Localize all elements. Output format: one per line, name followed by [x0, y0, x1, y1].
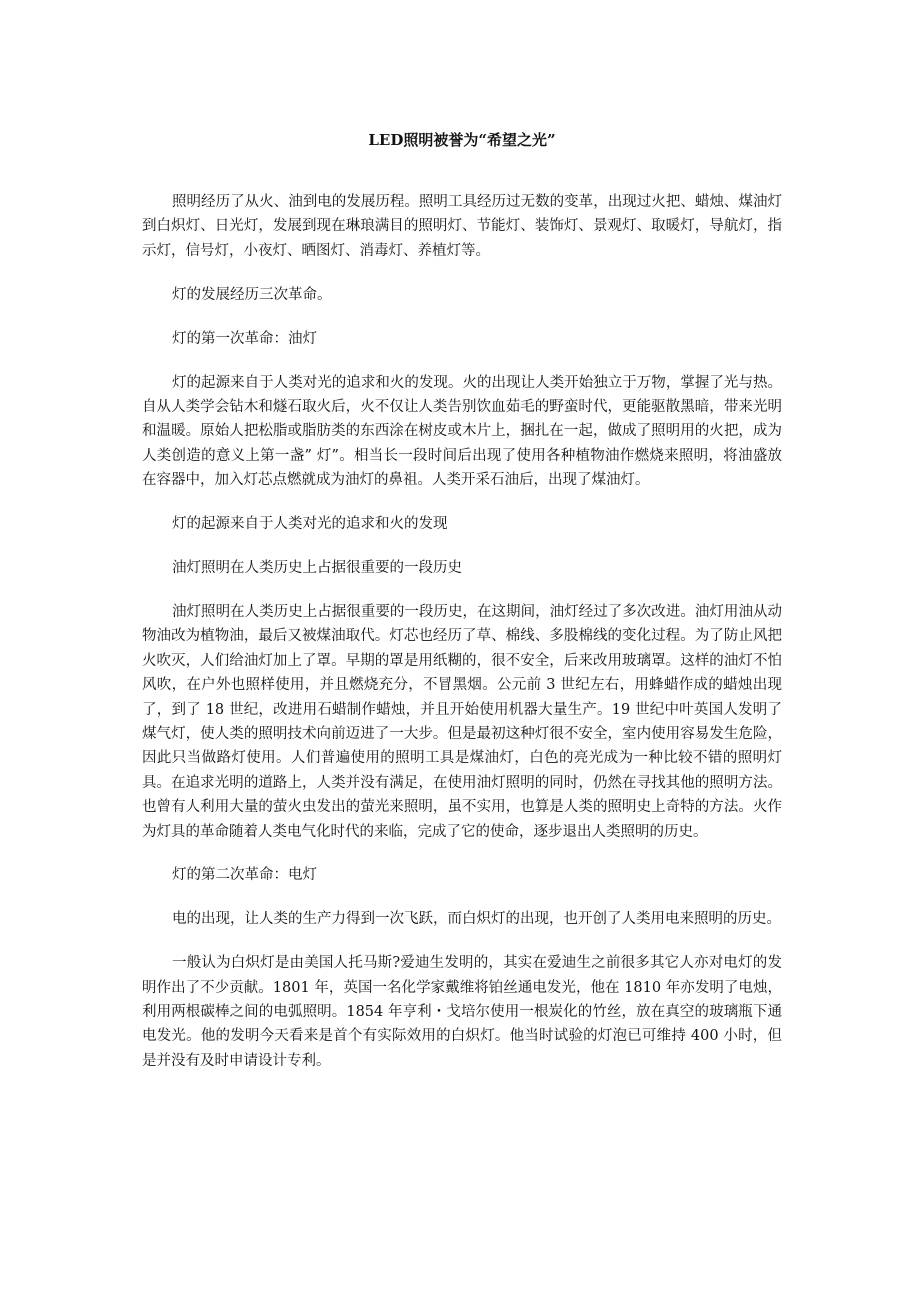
paragraph-electricity: 电的出现，让人类的生产力得到一次飞跃，而白炽灯的出现，也开创了人类用电来照明的历史。 [172, 911, 781, 928]
paragraph-oil-lamp-history: 油灯照明在人类历史上占据很重要的一段历史，在这期间，油灯经过了多次改进。油灯用油从动物油改为植物油，最后又被煤油取代。灯芯也经历了草、棉线、多股棉线的变化过程。为了防止风把火吹灭，人们给油灯加上了罩。早期的罩是用纸糊的，很不安全，后来改用玻璃罩。这样的油灯不怕风吹，在户外也照样使用，并且燃烧充分，不冒黑烟。公元前 3 世纪左右，用蜂蜡作成的蜡烛出现了，到了 18 世纪，改进用石蜡制作蜡烛，并且开始使用机器大量生产。19 世纪中叶英国人发明了煤气灯，使人类的照明技术向前迈进了一大步。但是最初这种灯很不安全，室内使用容易发生危险，因此只当做路灯使用。人们普遍使用的照明工具是煤油灯，白色的亮光成为一种比较不错的照明灯具。在追求光明的道路上，人类并没有满足，在使用油灯照明的同时，仍然在寻找其他的照明方法。也曾有人利用大量的萤火虫发出的萤光来照明，虽不实用，也算是人类的照明史上奇特的方法。火作为灯具的革命随着人类电气化时代的来临，完成了它的使命，逐步退出人类照明的历史。 [142, 603, 782, 840]
subheading-origin: 灯的起源来自于人类对光的追求和火的发现 [172, 516, 448, 533]
subheading-oil-lamp-history: 油灯照明在人类历史上占据很重要的一段历史 [172, 559, 462, 576]
document-page [142, 128, 782, 1093]
paragraph-intro: 照明经历了从火、油到电的发展历程。照明工具经历过无数的变革，出现过火把、蜡烛、煤油灯到白炽灯、日光灯，发展到现在琳琅满目的照明灯、节能灯、装饰灯、景观灯、取暖灯，导航灯，指示灯，信号灯，小夜灯、晒图灯、消毒灯、养植灯等。 [142, 194, 782, 259]
paragraph-three-revolutions: 灯的发展经历三次革命。 [172, 286, 332, 303]
heading-second-revolution: 灯的第二次革命：电灯 [172, 867, 317, 884]
paragraph-incandescent-history: 一般认为白炽灯是由美国人托马斯?爱迪生发明的，其实在爱迪生之前很多其它人亦对电灯的发明作出了不少贡献。1801 年，英国一名化学家戴维将铂丝通电发光，他在 1810 年亦发明了电烛，利用两根碳棒之间的电弧照明。1854 年亨利・戈培尔使用一根炭化的竹丝，放在真空的玻璃瓶下通电发光。他的发明今天看来是首个有实际效用的白炽灯。他当时试验的灯泡已可维持 400 小时，但是并没有及时申请设计专利。 [142, 955, 782, 1069]
document-title: LED照明被誉为“希望之光” [368, 131, 556, 149]
heading-first-revolution: 灯的第一次革命：油灯 [172, 330, 317, 347]
paragraph-origin-of-lamps: 灯的起源来自于人类对光的追求和火的发现。火的出现让人类开始独立于万物，掌握了光与热。自从人类学会钻木和燧石取火后，火不仅让人类告别饮血茹毛的野蛮时代，更能驱散黑暗，带来光明和温暖。原始人把松脂或脂肪类的东西涂在树皮或木片上，捆扎在一起，做成了照明用的火把，成为人类创造的意义上第一盏” 灯”。相当长一段时间后出现了使用各种植物油作燃烧来照明，将油盛放在容器中，加入灯芯点燃就成为油灯的鼻祖。人类开采石油后，出现了煤油灯。 [142, 374, 782, 489]
